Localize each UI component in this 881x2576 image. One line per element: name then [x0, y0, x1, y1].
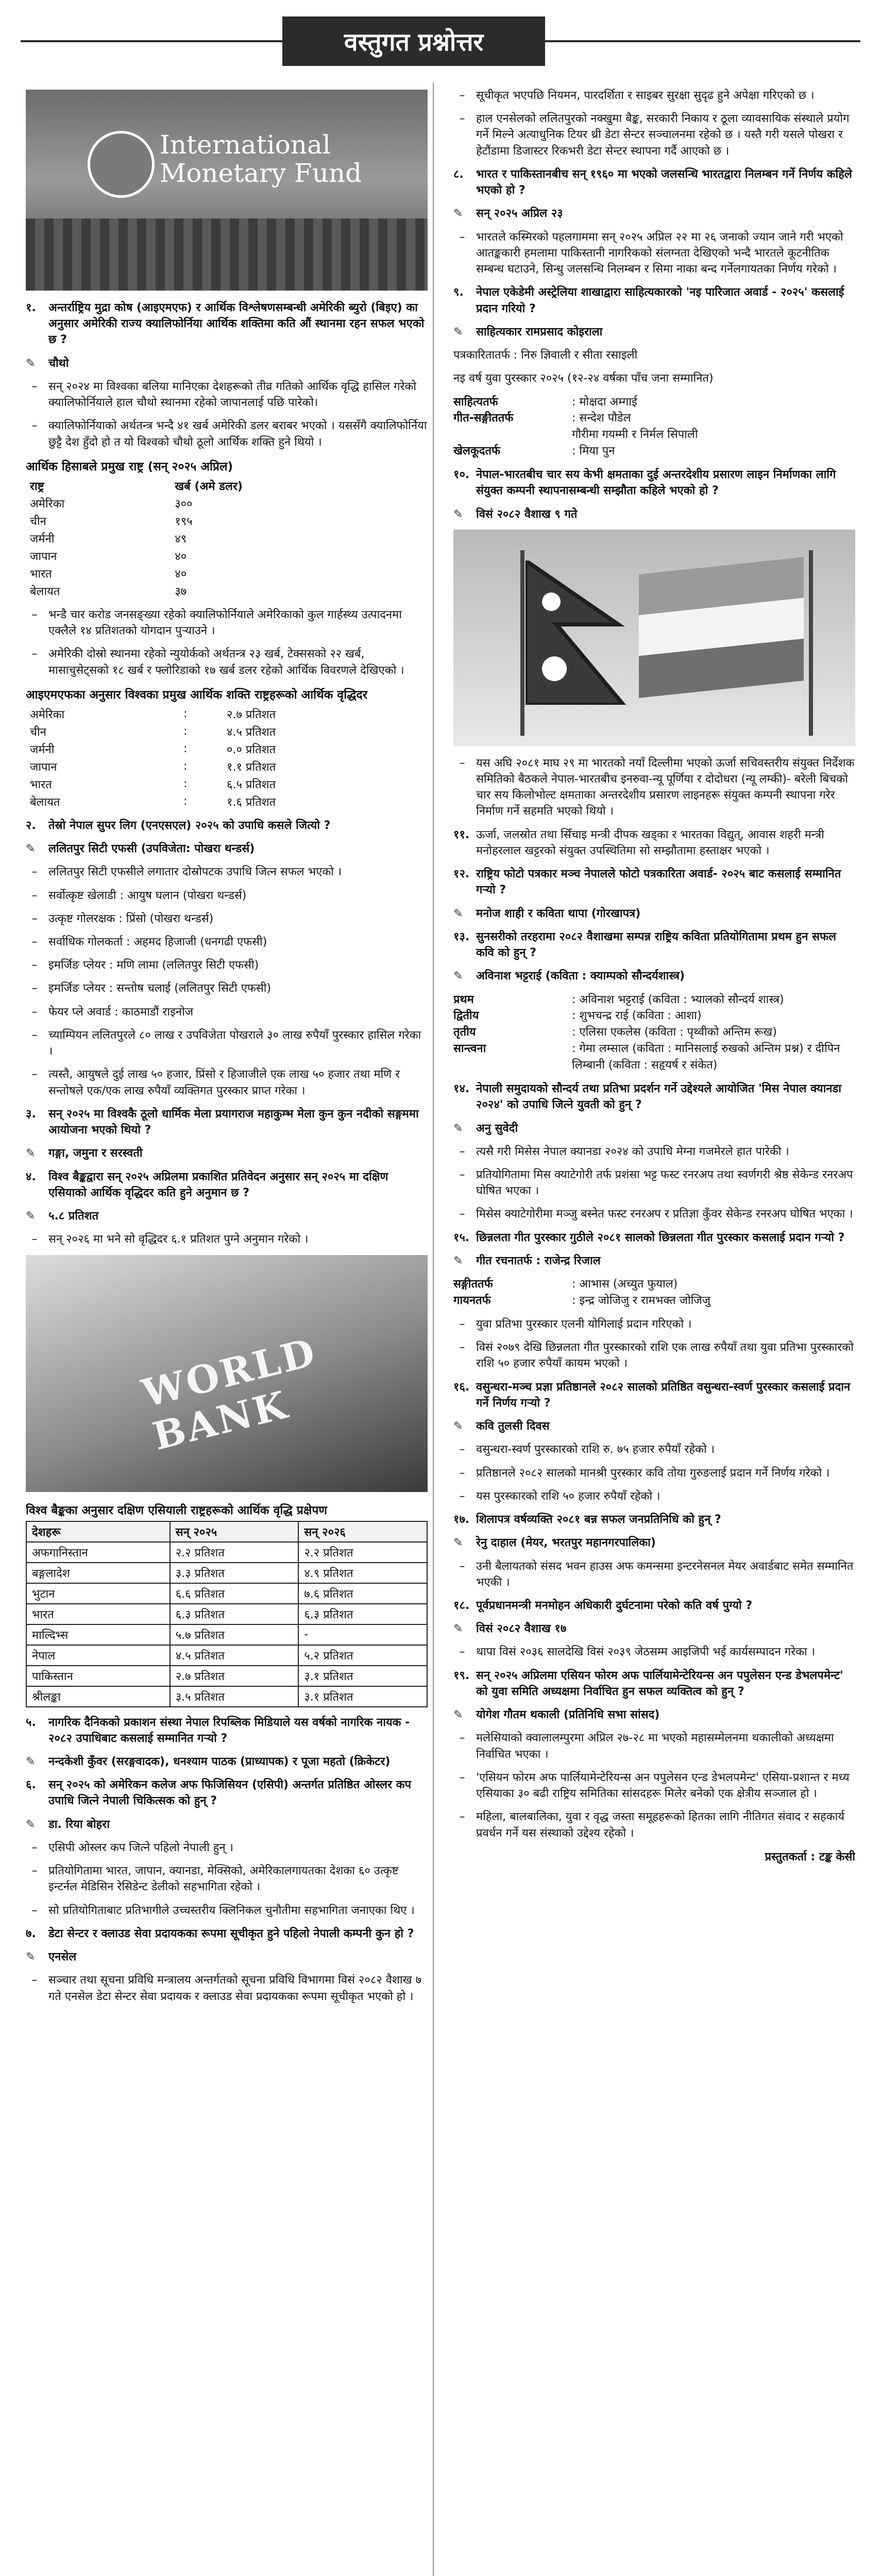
q15-para-2: – विसं २०७९ देखि छिन्नलता गीत पुरस्कारको राशि एक लाख रुपैयाँ तथा युवा प्रतिभा पुरस्कारको राशि ५० हजार रुपैयाँ कायम भएको ।: [459, 1341, 854, 1370]
kv-row: गौरीमा गयम्मी र निर्मल सिपाली: [572, 428, 698, 442]
q7-para-2: – सूचीकृत भएपछि नियमन, पारदर्शिता र साइबर सुरक्षा सुदृढ हुने अपेक्षा गरिएको छ ।: [459, 89, 815, 102]
world-bank-photo: [26, 1255, 428, 1492]
q2-para-5: – इमर्जिङ प्लेयर : मणि लामा (ललितपुर सिटी एफसी): [31, 959, 259, 972]
q6-para-3: – सो प्रतियोगिताबाट प्रतिभागीले उच्चस्तरीय क्लिनिकल चुनौतीमा सहभागिता जनाएका थिए ।: [31, 1904, 415, 1917]
right-column: [453, 88, 855, 2576]
q2-para-4: – सर्वाधिक गोलकर्ता : अहमद हिजाजी (धनगढी एफसी): [31, 935, 267, 948]
sa-table-title: विश्व बैङ्कका अनुसार दक्षिण एसियाली राष्ट्रहरूको आर्थिक वृद्धि प्रक्षेपण: [26, 1503, 328, 1517]
q16-para-3: – यस पुरस्कारको राशि ५० हजार रुपैयाँ रहेको ।: [459, 1489, 660, 1503]
answer-14: ✎ अनु सुवेदी: [453, 1121, 855, 1137]
q17-para-1: – उनी बैलायतको संसद भवन हाउस अफ कमन्समा इन्टरनेसनल मेयर अवार्डबाट समेत सम्मानित भएकी ।: [459, 1560, 854, 1589]
table-row: जर्मनी : ०.० प्रतिशत: [30, 742, 276, 756]
question-10: १०. नेपाल-भारतबीच चार सय केभी क्षमताका दुई अन्तरदेशीय प्रसारण लाइन निर्माणका लागि संयुक्त कम्पनी स्थापनासम्बन्धी सम्झौता कहिले भएको हो ?: [453, 468, 836, 498]
question-1: १. अन्तर्राष्ट्रिय मुद्रा कोष (आइएमएफ) र आर्थिक विश्लेषणसम्बन्धी अमेरिकी ब्युरो (बिइए) का अनुसार अमेरिकी राज्य क्यालिफोर्निया आर्थिक शक्तिमा कति औं स्थानमा रहन सफल भएको छ ?: [26, 301, 425, 347]
table-row: नेपाल ४.५ प्रतिशत ५.२ प्रतिशत: [26, 1645, 427, 1666]
answer-7: ✎ एनसेल: [26, 1949, 428, 1965]
south-asia-table: [26, 1521, 428, 1707]
q7-para-3: – हाल एनसेलको ललितपुरको नक्खुमा बैङ्क, सरकारी निकाय र ठूला व्यावसायिक संस्थाले प्रयोग गर्ने मिल्ने अत्याधुनिक टियर थ्री डेटा सेन्टर सञ्चालनमा रहेको छ । यस्तै गरी यसले पोखरा र हेटौंडामा डिजास्टर रिकभरी डेटा सेन्टर स्थापना गर्दै आएको छ ।: [459, 112, 850, 158]
table-row: पाकिस्तान २.७ प्रतिशत ३.१ प्रतिशत: [26, 1666, 427, 1686]
pencil-icon: ✎: [453, 207, 463, 221]
q2-para-1: – ललितपुर सिटी एफसीले लगातार दोस्रोपटक उपाधि जित्न सफल भएको ।: [31, 866, 342, 879]
table-header: खर्ब (अमे डलर): [175, 480, 243, 493]
q15-para-1: – युवा प्रतिभा पुरस्कार एलनी योगिलाई प्रदान गरिएको ।: [459, 1317, 692, 1331]
growth-table: [26, 705, 428, 810]
table-row: भारत ६.३ प्रतिशत ६.३ प्रतिशत: [26, 1604, 427, 1624]
table-row: जर्मनी ४९: [30, 532, 187, 546]
pencil-icon: ✎: [453, 1122, 463, 1135]
pencil-icon: ✎: [453, 907, 463, 920]
table-row: चीन : ४.५ प्रतिशत: [30, 725, 276, 739]
answer-8: ✎ सन् २०२५ अप्रिल २३: [453, 206, 855, 222]
table-row: अमेरिका ३००: [30, 497, 193, 511]
question-11: ११. ऊर्जा, जलस्रोत तथा सिँचाइ मन्त्री दीपक खड्का र भारतका विद्युत्, आवास शहरी मन्त्री मनोहरलाल खट्टरको संयुक्त उपस्थितिमा सो सम्झौतामा हस्ताक्षर भएको ।: [453, 828, 824, 857]
table-row: भुटान ६.६ प्रतिशत ७.६ प्रतिशत: [26, 1583, 427, 1604]
q1-table-title: आर्थिक हिसाबले प्रमुख राष्ट्र (सन् २०२५ अप्रिल): [26, 460, 233, 473]
kv-row: सान्त्वना : गेमा लम्साल (कविता : मानिसलाई रुखको अन्तिम प्रश्न) र दीपिन लिम्बानी (कविता : सहृयर्ष र संकेत): [453, 1042, 840, 1072]
india-flag-icon: [639, 557, 804, 698]
q1-para-1: – सन् २०२४ मा विश्वका बलिया मानिएका देशहरूको तीव्र गतिको आर्थिक वृद्धि हासिल गरेको क्यालिफोर्नियाले हाल चौथो स्थानमा रहेको जापानलाई पछि पारेको।: [31, 380, 417, 410]
answer-12: ✎ मनोज शाही र कविता थापा (गोरखापत्र): [453, 906, 855, 922]
question-19: १९. सन् २०२५ अप्रिलमा एसियन फोरम अफ पार्लियामेन्टेरियन्स अन पपुलेसन एन्ड डेभलपमेन्ट' को युवा समिति अध्यक्षमा निर्वाचित हुन सफल व्यक्तित्व को हुन् ?: [453, 1669, 843, 1698]
q1-para-4: – अमेरिकी दोस्रो स्थानमा रहेको न्युयोर्कको अर्थतन्त्र २३ खर्ब, टेक्ससको २२ खर्ब, मासाचुसेट्सको १८ खर्ब र फ्लोरिडाको १७ खर्ब डलर रहेको आर्थिक विवरणले देखिएको ।: [31, 648, 404, 677]
pencil-icon: ✎: [453, 1708, 463, 1722]
q9-para-2: नइ वर्ष युवा पुरस्कार २०२५ (१२-२४ वर्षका पाँच जना सम्मानित): [453, 372, 714, 385]
table-row: भारत : ६.५ प्रतिशत: [30, 777, 276, 791]
answer-5: ✎ नन्दकेशी कुँवर (सरङ्गवादक), धनश्याम पाठक (प्राध्यापक) र पूजा महतो (क्रिकेटर): [26, 1754, 428, 1770]
kv-row: प्रथम : अविनाश भट्टराई (कविता : भ्यालको सौन्दर्य शास्त्र): [453, 993, 784, 1006]
table-row: बेलायत : १.६ प्रतिशत: [30, 795, 276, 809]
kv-row: गायनतर्फ : इन्द्र जोजिजु र रामभक्त जोजिजु: [453, 1294, 711, 1308]
pencil-icon: ✎: [453, 1622, 463, 1636]
kv-row: सङ्गीततर्फ : आभास (अच्युत फुयाल): [453, 1278, 678, 1291]
pencil-icon: ✎: [453, 970, 463, 983]
question-18: १८. पूर्वप्रधानमन्त्री मनमोहन अधिकारी दुर्घटनामा परेको कति वर्ष पुग्यो ?: [453, 1599, 753, 1612]
answer-6: ✎ डा. रिया बोहरा: [26, 1817, 428, 1833]
q16-para-1: – वसुन्धरा-स्वर्ण पुरस्कारको राशि रु. ७५ हजार रुपैयाँ रहेको ।: [459, 1443, 715, 1456]
question-13: १३. सुनसरीको तरहरामा २०८२ वैशाखमा सम्पन्न राष्ट्रिय कविता प्रतियोगितामा प्रथम हुन सफल कवि को हुन् ?: [453, 930, 836, 960]
table-header: सन् २०२५: [170, 1521, 299, 1542]
q19-para-3: – महिला, बालबालिका, युवा र वृद्ध जस्ता समूहहरूको हितका लागि नीतिगत संवाद र सहकार्य प्रवर्धन गर्ने यस संस्थाको उद्देश्य रहेको ।: [459, 1810, 845, 1840]
question-5: ५. नागरिक दैनिकको प्रकाशन संस्था नेपाल रिपब्लिक मिडियाले यस वर्षको नागरिक नायक - २०८२ उपाधिबाट कसलाई सम्मानित गऱ्यो ?: [26, 1716, 410, 1745]
nepal-flag-icon: [526, 561, 629, 705]
table-row: चीन १९५: [30, 515, 193, 528]
building-facade: [26, 218, 428, 291]
q18-para-1: – थापा विसं २०३६ सालदेखि विसं २०३९ जेठसम्म आइजिपी भई कार्यसम्पादन गरेका ।: [459, 1646, 815, 1659]
q2-para-9: – त्यस्तै, आयुषले दुई लाख ५० हजार, प्रिंसो र हिजाजीले एक लाख ५० हजार तथा मणि र सन्तोषले एक/एक लाख रुपैयाँ व्यक्तिगत पुरस्कार प्राप्त गरेका ।: [31, 1068, 400, 1097]
q2-para-2: – सर्वोत्कृष्ट खेलाडी : आयुष घलान (पोखरा थन्डर्स): [31, 889, 247, 902]
question-16: १६. वसुन्धरा-मञ्च प्रज्ञा प्रतिष्ठानले २०८२ सालको प्रतिष्ठित वसुन्धरा-स्वर्ण पुरस्कार कसलाई प्रदान गर्ने निर्णय गऱ्यो ?: [453, 1380, 851, 1410]
q14-para-2: – प्रतियोगितामा मिस क्याटेगोरी तर्फ प्रशंसा भट्ट फस्ट रनरअप तथा स्वर्णगरी श्रेष्ठ सेकेन्ड रनरअप घोषित भएका ।: [459, 1168, 853, 1198]
pencil-icon: ✎: [453, 1536, 463, 1550]
table-row: बङ्गलादेश ३.३ प्रतिशत ४.९ प्रतिशत: [26, 1563, 427, 1583]
flag-pole: [520, 550, 524, 736]
answer-13: ✎ अविनाश भट्टराई (कविता : क्याम्पको सौन्दर्यशास्त्र): [453, 968, 855, 984]
q8-para-1: – भारतले कस्मिरको पहलगाममा सन् २०२५ अप्रिल २२ मा २६ जनाको ज्यान जाने गरी भएको आतङ्ककारी हमलामा पाकिस्तानी नागरिकको संलग्नता देखिएको भन्दै भारतले कूटनीतिक सम्बन्ध घटाउने, सिन्धु जलसन्धि निलम्बन र सिमा नाका बन्द गर्नेलगायतका निर्णय गरेको ।: [459, 230, 843, 276]
pencil-icon: ✎: [26, 1147, 36, 1160]
q10-para-1: – यस अघि २०८१ माघ २९ मा भारतको नयाँ दिल्लीमा भएको ऊर्जा सचिवस्तरीय संयुक्त निर्देशक समितिको बैठकले नेपाल-भारतबीच इनरुवा-न्यू पूर्णिया र दोदोधरा (न्यू लम्की)- बरेली बिचको चार सय किलोभोल्ट क्षमताका अन्तरदेशीय प्रसारण लाइनहरू संयुक्त कम्पनी स्थापना गरेर निर्माण गर्ने सहमति भएको थियो ।: [459, 756, 855, 818]
answer-16: ✎ कवि तुलसी दिवस: [453, 1418, 855, 1434]
question-17: १७. शिलापत्र वर्षव्यक्ति २०८१ बन्न सफल जनप्रतिनिधि को हुन् ?: [453, 1513, 721, 1527]
answer-9: ✎ साहित्यकार रामप्रसाद कोइराला: [453, 324, 855, 340]
table-header: देशहरू: [26, 1521, 170, 1542]
table-row: श्रीलङ्का ३.५ प्रतिशत ३.१ प्रतिशत: [26, 1686, 427, 1707]
q2-para-7: – फेयर प्ले अवार्ड : काठमाडौं राइनोज: [31, 1005, 194, 1019]
question-14: १४. नेपाली समुदायको सौन्दर्य तथा प्रतिभा प्रदर्शन गर्ने उद्देश्यले आयोजित 'मिस नेपाल क्यानडा २०२४' को उपाधि जित्ने युवती को हुन् ?: [453, 1082, 841, 1112]
q7-para-1: – सञ्चार तथा सूचना प्रविधि मन्त्रालय अन्तर्गतको सूचना प्रविधि विभागमा विसं २०८२ वैशाख ७ गते एनसेल डेटा सेन्टर सेवा प्रदायक र क्लाउड सेवा प्रदायकका रूपमा सूचीकृत भएको हो ।: [31, 1974, 422, 2003]
question-4: ४. विश्व बैङ्कद्वारा सन् २०२५ अप्रिलमा प्रकाशित प्रतिवेदन अनुसार सन् २०२५ मा दक्षिण एसियाको आर्थिक वृद्धिदर कति हुने अनुमान छ ?: [26, 1170, 388, 1199]
q9-para-1: पत्रकारितातर्फ : निरु ज्ञिवाली र सीता रसाइली: [453, 349, 638, 362]
kv-row: द्वितीय : शुभचन्द्र राई (कविता : आशा): [453, 1009, 702, 1023]
q2-para-8: – च्याम्पियन ललितपुरले ८० लाख र उपविजेता पोखराले ३० लाख रुपैयाँ पुरस्कार हासिल गरेका ।: [31, 1028, 421, 1058]
answer-2: ✎ ललितपुर सिटी एफसी (उपविजेता: पोखरा थन्डर्स): [26, 841, 428, 857]
q19-para-1: – मलेसियाको क्वालालम्पुरमा अप्रिल २७-२८ मा भएको महासम्मेलनमा थकालीको अध्यक्षमा निर्वाचित भएका ।: [459, 1732, 834, 1761]
left-column: [26, 88, 428, 2576]
q6-para-2: – प्रतियोगितामा भारत, जापान, क्यानडा, मेक्सिको, अमेरिकालगायतका देशका ६० उत्कृष्ट इन्टर्नल मेडिसिन रेसिडेन्ट डेलीको सहभागिता रहेको ।: [31, 1865, 399, 1894]
q6-para-1: – एसिपी ओस्लर कप जित्ने पहिलो नेपाली हुन् ।: [31, 1841, 233, 1854]
table-row: भारत ४०: [30, 567, 187, 581]
pencil-icon: ✎: [26, 357, 36, 370]
answer-1: ✎ चौथो: [26, 355, 428, 371]
column-divider: [433, 82, 434, 2576]
kv-row: तृतीय : एलिसा एकलेस (कविता : पृथ्वीको अन्तिम रूख): [453, 1026, 777, 1039]
question-9: ९. नेपाल एकेडेमी अस्ट्रेलिया शाखाद्वारा साहित्यकारको 'नइ पारिजात अवार्ड - २०२५' कसलाई प्रदान गरियो ?: [453, 286, 844, 315]
q16-para-2: – प्रतिष्ठानले २०८२ सालको मानश्री पुरस्कार कवि तोया गुरुङलाई प्रदान गर्ने निर्णय गरेको ।: [459, 1466, 830, 1480]
table-row: अमेरिका : २.७ प्रतिशत: [30, 707, 276, 721]
answer-19: ✎ योगेश गौतम थकाली (प्रतिनिधि सभा सांसद): [453, 1707, 855, 1723]
imf-logo-text: International Monetary Fund: [160, 130, 362, 188]
pencil-icon: ✎: [26, 1210, 36, 1223]
pencil-icon: ✎: [453, 1420, 463, 1433]
pencil-icon: ✎: [26, 1951, 36, 1964]
imf-seal-icon: [88, 131, 155, 198]
q2-para-6: – इमर्जिङ प्लेयर : सन्तोष चलाई (ललितपुर सिटी एफसी): [31, 982, 271, 995]
growth-table-title: आइएमएफका अनुसार विश्वका प्रमुख आर्थिक शक्ति राष्ट्रहरूको आर्थिक वृद्धिदर: [26, 688, 368, 702]
answer-15: ✎ गीत रचनातर्फ : राजेन्द्र रिजाल: [453, 1253, 855, 1269]
economy-table: [26, 477, 428, 600]
question-7: ७. डेटा सेन्टर र क्लाउड सेवा प्रदायकका रूपमा सूचीकृत हुने पहिलो नेपाली कम्पनी कुन हो ?: [26, 1927, 414, 1940]
table-row: बेलायत ३७: [30, 585, 187, 598]
page-title: वस्तुगत प्रश्नोत्तर: [282, 16, 545, 66]
q19-para-2: – 'एसियन फोरम अफ पार्लियामेन्टेरियन्स अन पपुलेसन एन्ड डेभलपमेन्ट' एसिया-प्रशान्त र मध्य एसियाका ३० बढी राष्ट्रिय समितिका सांसदहरू मिलेर बनेको एक क्षेत्रीय सञ्जाल हो ।: [459, 1771, 850, 1801]
q2-para-3: – उत्कृष्ट गोलरक्षक : प्रिंसो (पोखरा थन्डर्स): [31, 912, 214, 925]
q1-para-3: – भन्डै चार करोड जनसङ्ख्या रहेको क्यालिफोर्नियाले अमेरिकाको कुल गार्हस्थ्य उत्पादनमा एक्लैले १४ प्रतिशतको योगदान पुऱ्याउने ।: [31, 608, 402, 638]
author-credit: प्रस्तुतकर्ता : टङ्क केसी: [765, 1850, 855, 1863]
q14-para-3: – मिसेस क्याटेगोरीमा मञ्जु बस्नेत फस्ट रनरअप र प्रतिज्ञा कुँवर सेकेन्ड रनरअप घोषित भएका ।: [459, 1208, 853, 1221]
pencil-icon: ✎: [26, 1818, 36, 1831]
kv-row: खेलकूदतर्फ : मिया पुन: [453, 445, 615, 458]
pencil-icon: ✎: [453, 507, 463, 521]
pencil-icon: ✎: [453, 325, 463, 338]
imf-photo: [26, 90, 428, 291]
question-6: ६. सन् २०२५ को अमेरिकन कलेज अफ फिजिसियन (एसिपी) अन्तर्गत प्रतिष्ठित ओस्लर कप उपाधि जित्ने नेपाली चिकित्सक को हुन् ?: [26, 1778, 411, 1808]
table-header: सन् २०२६: [298, 1521, 427, 1542]
answer-18: ✎ विसं २०८२ वैशाख १७: [453, 1621, 855, 1637]
nepal-india-flags-photo: [453, 530, 855, 746]
answer-10: ✎ विसं २०८२ वैशाख ९ गते: [453, 506, 855, 522]
q1-para-2: – क्यालिफोर्नियाको अर्थतन्त्र भन्दै ४१ खर्ब अमेरिकी डलर बराबर भएको । यससँगै क्यालिफोर्निया छुट्टै देश हुँदो हो त यो विश्वको चौथो ठूलो आर्थिक शक्ति हुने थियो ।: [31, 419, 427, 449]
table-row: अफगानिस्तान २.२ प्रतिशत २.२ प्रतिशत: [26, 1542, 427, 1563]
q14-para-1: – त्यसै गरी मिसेस नेपाल क्यानडा २०२४ को उपाधि मेग्ना गजमेरले हात पारेकी ।: [459, 1145, 789, 1158]
table-header: राष्ट्र: [30, 480, 44, 493]
flag-pole: [809, 550, 813, 736]
world-bank-sign: WORLD BANK: [138, 1330, 321, 1459]
question-15: १५. छिन्नलता गीत पुरस्कार गुठीले २०८१ सालको छिन्नलता गीत पुरस्कार कसलाई प्रदान गऱ्यो ?: [453, 1231, 845, 1244]
question-12: १२. राष्ट्रिय फोटो पत्रकार मञ्च नेपालले फोटो पत्रकारिता अवार्ड- २०२५ बाट कसलाई सम्मानित गऱ्यो ?: [453, 868, 841, 897]
answer-3: ✎ गङ्गा, जमुना र सरस्वती: [26, 1145, 428, 1161]
question-3: ३. सन् २०२५ मा विश्वकै ठूलो धार्मिक मेला प्रयागराज महाकुम्भ मेला कुन कुन नदीको सङ्गममा आयोजना भएको थियो ?: [26, 1107, 419, 1137]
pencil-icon: ✎: [26, 1755, 36, 1768]
answer-17: ✎ रेनु दाहाल (मेयर, भरतपुर महानगरपालिका): [453, 1535, 855, 1551]
table-row: जापान : १.१ प्रतिशत: [30, 760, 276, 774]
question-8: ८. भारत र पाकिस्तानबीच सन् १९६० मा भएको जलसन्धि भारतद्वारा निलम्बन गर्ने निर्णय कहिले भएको हो ?: [453, 167, 852, 197]
table-row: जापान ४०: [30, 550, 187, 563]
pencil-icon: ✎: [26, 842, 36, 856]
kv-row: गीत-सङ्गीततर्फ : सन्देश पौडेल: [453, 412, 631, 425]
pencil-icon: ✎: [453, 1254, 463, 1267]
table-row: माल्दिभ्स ५.७ प्रतिशत -: [26, 1624, 427, 1645]
answer-4: ✎ ५.८ प्रतिशत: [26, 1208, 428, 1224]
q4-para-1: – सन् २०२६ मा भने सो वृद्धिदर ६.१ प्रतिशत पुग्ने अनुमान गरेको ।: [31, 1233, 309, 1246]
question-2: २. तेस्रो नेपाल सुपर लिग (एनएसएल) २०२५ को उपाधि कसले जित्यो ?: [26, 819, 331, 832]
kv-row: साहित्यतर्फ : मोक्षदा अम्गाई: [453, 395, 637, 409]
